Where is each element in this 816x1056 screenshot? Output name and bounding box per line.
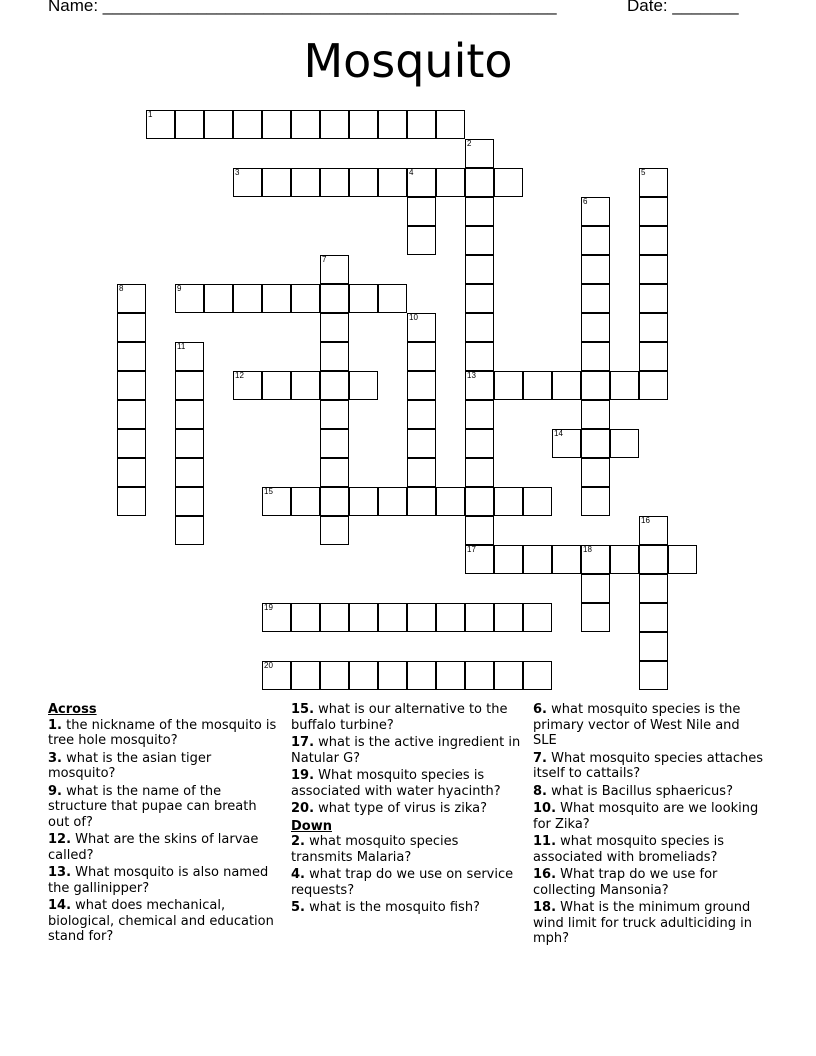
clue-text: what is Bacillus sphaericus? [551,783,733,799]
across-clue [48,898,280,945]
clue-text: What are the skins of larvae called? [48,832,259,863]
grid-cell[interactable] [639,603,668,632]
grid-cell[interactable] [291,661,320,690]
clue-number: 6. [533,702,547,717]
grid-cell[interactable] [494,371,523,400]
grid-cell[interactable] [262,661,291,690]
across-clue [48,832,280,863]
grid-cell[interactable] [175,487,204,516]
grid-cell[interactable] [407,400,436,429]
grid-cell[interactable] [523,661,552,690]
grid-cell[interactable] [436,603,465,632]
grid-cell[interactable] [494,603,523,632]
grid-cell[interactable] [320,661,349,690]
across-heading: Across [48,702,97,717]
clues-column-1 [48,702,280,947]
grid-cell[interactable] [465,545,494,574]
clue-text: What mosquito species attaches itself to cattails? [533,750,764,781]
grid-cell[interactable] [639,226,668,255]
grid-cell[interactable] [291,487,320,516]
grid-cell[interactable] [117,284,146,313]
cell-number: 4 [409,168,414,177]
grid-cell[interactable] [639,632,668,661]
grid-cell[interactable] [117,342,146,371]
grid-cell[interactable] [610,429,639,458]
grid-cell[interactable] [465,458,494,487]
date-line: _______ [672,0,739,15]
cell-number: 10 [409,313,418,322]
grid-cell[interactable] [581,487,610,516]
grid-cell[interactable] [407,661,436,690]
clue-text: what trap do we use on service requests? [291,867,514,898]
grid-cell[interactable] [668,545,697,574]
grid-cell[interactable] [581,603,610,632]
grid-cell[interactable] [233,110,262,139]
cell-number: 14 [554,429,563,438]
grid-cell[interactable] [639,197,668,226]
grid-cell[interactable] [523,487,552,516]
date-label: Date: [627,0,673,15]
grid-cell[interactable] [465,371,494,400]
grid-cell[interactable] [436,110,465,139]
grid-cell[interactable] [581,284,610,313]
clue-text: what is the asian tiger mosquito? [48,750,212,781]
grid-cell[interactable] [465,313,494,342]
across-clue [291,702,523,733]
cell-number: 19 [264,603,273,612]
grid-cell[interactable] [639,168,668,197]
grid-cell[interactable] [465,226,494,255]
grid-cell[interactable] [320,487,349,516]
grid-cell[interactable] [291,168,320,197]
grid-cell[interactable] [349,603,378,632]
clue-number: 16. [533,867,557,882]
across-clue [48,784,280,831]
down-heading: Down [291,818,332,834]
grid-cell[interactable] [465,255,494,284]
cell-number: 20 [264,661,273,670]
clue-number: 8. [533,783,547,799]
grid-cell[interactable] [291,110,320,139]
grid-cell[interactable] [639,342,668,371]
grid-cell[interactable] [436,487,465,516]
clue-text: What mosquito is also named the gallinipper? [48,865,269,896]
clue-text: What mosquito species is associated with water hyacinth? [291,768,501,799]
down-clue [533,900,765,947]
grid-cell[interactable] [465,342,494,371]
clue-number: 1. [48,717,62,733]
page-title: Mosquito [303,34,513,88]
grid-cell[interactable] [465,400,494,429]
grid-cell[interactable] [407,313,436,342]
grid-cell[interactable] [552,429,581,458]
grid-cell[interactable] [349,168,378,197]
down-clue [533,784,765,800]
grid-cell[interactable] [639,284,668,313]
grid-cell[interactable] [494,168,523,197]
grid-cell[interactable] [465,284,494,313]
cell-number: 2 [467,139,472,148]
clue-number: 3. [48,750,62,766]
grid-cell[interactable] [407,110,436,139]
clue-text: what is the active ingredient in Natular G? [291,735,521,766]
clue-text: the nickname of the mosquito is tree hole mosquito? [48,717,277,748]
clue-number: 20. [291,801,315,816]
grid-cell[interactable] [494,661,523,690]
grid-cell[interactable] [175,429,204,458]
grid-cell[interactable] [436,661,465,690]
grid-cell[interactable] [465,603,494,632]
grid-cell[interactable] [523,603,552,632]
grid-cell[interactable] [117,400,146,429]
clue-text: What trap do we use for collecting Mansonia? [533,867,718,898]
down-clue [533,702,765,749]
cell-number: 11 [177,342,186,351]
grid-cell[interactable] [610,545,639,574]
grid-cell[interactable] [610,371,639,400]
grid-cell[interactable] [320,342,349,371]
grid-cell[interactable] [349,661,378,690]
clue-number: 18. [533,900,557,915]
clue-number: 14. [48,898,72,913]
grid-cell[interactable] [320,284,349,313]
grid-cell[interactable] [552,545,581,574]
grid-cell[interactable] [639,313,668,342]
grid-cell[interactable] [465,139,494,168]
grid-cell[interactable] [494,487,523,516]
across-clue [48,718,280,749]
grid-cell[interactable] [639,574,668,603]
grid-cell[interactable] [407,371,436,400]
grid-cell[interactable] [581,342,610,371]
clue-number: 2. [291,834,305,849]
cell-number: 15 [264,487,273,496]
grid-cell[interactable] [175,284,204,313]
grid-cell[interactable] [291,284,320,313]
down-clue [533,834,765,865]
clue-number: 5. [291,900,305,915]
grid-cell[interactable] [262,487,291,516]
clue-text: what mosquito species is the primary vector of West Nile and SLE [533,702,741,748]
down-clue [291,834,523,865]
grid-cell[interactable] [262,603,291,632]
grid-cell[interactable] [407,603,436,632]
grid-cell[interactable] [639,661,668,690]
cell-number: 17 [467,545,476,554]
clues-column-2 [291,702,523,918]
clue-text: what mosquito species is associated with bromeliads? [533,834,724,865]
grid-cell[interactable] [291,603,320,632]
clue-number: 13. [48,865,72,880]
grid-cell[interactable] [233,284,262,313]
down-clue [291,867,523,898]
down-clue [533,801,765,832]
grid-cell[interactable] [407,226,436,255]
grid-cell[interactable] [320,168,349,197]
grid-cell[interactable] [233,168,262,197]
grid-cell[interactable] [349,284,378,313]
grid-cell[interactable] [175,342,204,371]
grid-cell[interactable] [378,487,407,516]
grid-cell[interactable] [581,429,610,458]
down-clue [291,900,523,916]
grid-cell[interactable] [175,458,204,487]
grid-cell[interactable] [349,110,378,139]
grid-cell[interactable] [581,574,610,603]
cell-number: 18 [583,545,592,554]
clues-column-3 [533,702,765,949]
grid-cell[interactable] [581,313,610,342]
grid-cell[interactable] [581,197,610,226]
cell-number: 9 [177,284,182,293]
cell-number: 3 [235,168,240,177]
across-clue [48,865,280,896]
grid-cell[interactable] [378,661,407,690]
clue-number: 7. [533,750,547,766]
cell-number: 7 [322,255,327,264]
grid-cell[interactable] [494,545,523,574]
grid-cell[interactable] [523,545,552,574]
clue-number: 15. [291,702,315,717]
grid-cell[interactable] [320,603,349,632]
grid-cell[interactable] [320,313,349,342]
grid-cell[interactable] [117,313,146,342]
clue-number: 4. [291,867,305,882]
grid-cell[interactable] [262,284,291,313]
grid-cell[interactable] [407,487,436,516]
clue-text: What mosquito are we looking for Zika? [533,801,759,832]
across-clue [291,768,523,799]
grid-cell[interactable] [465,429,494,458]
clue-text: What is the minimum ground wind limit for truck adulticiding in mph? [533,900,752,946]
grid-cell[interactable] [581,255,610,284]
grid-cell[interactable] [378,110,407,139]
grid-cell[interactable] [465,661,494,690]
grid-cell[interactable] [407,458,436,487]
clue-text: what is the name of the structure that pupae can breath out of? [48,783,257,830]
grid-cell[interactable] [581,371,610,400]
grid-cell[interactable] [175,516,204,545]
grid-cell[interactable] [291,371,320,400]
grid-cell[interactable] [117,487,146,516]
grid-cell[interactable] [117,458,146,487]
grid-cell[interactable] [639,255,668,284]
down-clue [533,867,765,898]
grid-cell[interactable] [117,429,146,458]
clue-number: 10. [533,801,557,816]
down-clue [533,751,765,782]
grid-cell[interactable] [581,545,610,574]
across-clue [48,751,280,782]
across-clue [291,735,523,766]
across-clue [291,801,523,817]
clue-text: what does mechanical, biological, chemical and education stand for? [48,898,274,944]
clue-number: 11. [533,834,557,849]
grid-cell[interactable] [204,284,233,313]
grid-cell[interactable] [378,603,407,632]
grid-cell[interactable] [581,458,610,487]
clue-text: what is our alternative to the buffalo turbine? [291,702,508,733]
grid-cell[interactable] [262,371,291,400]
grid-cell[interactable] [320,429,349,458]
clue-number: 12. [48,832,72,847]
grid-cell[interactable] [320,110,349,139]
cell-number: 1 [148,110,153,119]
grid-cell[interactable] [407,197,436,226]
grid-cell[interactable] [175,400,204,429]
name-label: Name: [48,0,103,15]
grid-cell[interactable] [117,371,146,400]
cell-number: 13 [467,371,476,380]
cell-number: 6 [583,197,588,206]
grid-cell[interactable] [262,168,291,197]
grid-cell[interactable] [320,371,349,400]
clue-number: 9. [48,783,62,799]
grid-cell[interactable] [233,371,262,400]
grid-cell[interactable] [204,110,233,139]
grid-cell[interactable] [552,371,581,400]
grid-cell[interactable] [349,371,378,400]
clue-number: 17. [291,735,315,750]
grid-cell[interactable] [378,284,407,313]
grid-cell[interactable] [523,371,552,400]
grid-cell[interactable] [175,110,204,139]
grid-cell[interactable] [639,371,668,400]
name-line: ________________________________________________ [102,0,557,15]
grid-cell[interactable] [175,371,204,400]
grid-cell[interactable] [436,168,465,197]
cell-number: 5 [641,168,646,177]
grid-cell[interactable] [407,342,436,371]
clue-text: what mosquito species transmits Malaria? [291,834,459,865]
grid-cell[interactable] [407,168,436,197]
cell-number: 12 [235,371,244,380]
grid-cell[interactable] [465,168,494,197]
grid-cell[interactable] [378,168,407,197]
grid-cell[interactable] [146,110,175,139]
grid-cell[interactable] [465,197,494,226]
grid-cell[interactable] [465,516,494,545]
grid-cell[interactable] [581,400,610,429]
grid-cell[interactable] [320,255,349,284]
clue-number: 19. [291,768,315,783]
grid-cell[interactable] [465,487,494,516]
cell-number: 16 [641,516,650,525]
grid-cell[interactable] [581,226,610,255]
cell-number: 8 [119,284,124,293]
clue-text: what is the mosquito fish? [309,900,480,915]
clue-text: what type of virus is zika? [318,801,487,816]
grid-cell[interactable] [320,400,349,429]
grid-cell[interactable] [639,545,668,574]
grid-cell[interactable] [320,458,349,487]
grid-cell[interactable] [262,110,291,139]
grid-cell[interactable] [407,429,436,458]
grid-cell[interactable] [639,516,668,545]
grid-cell[interactable] [320,516,349,545]
grid-cell[interactable] [349,487,378,516]
